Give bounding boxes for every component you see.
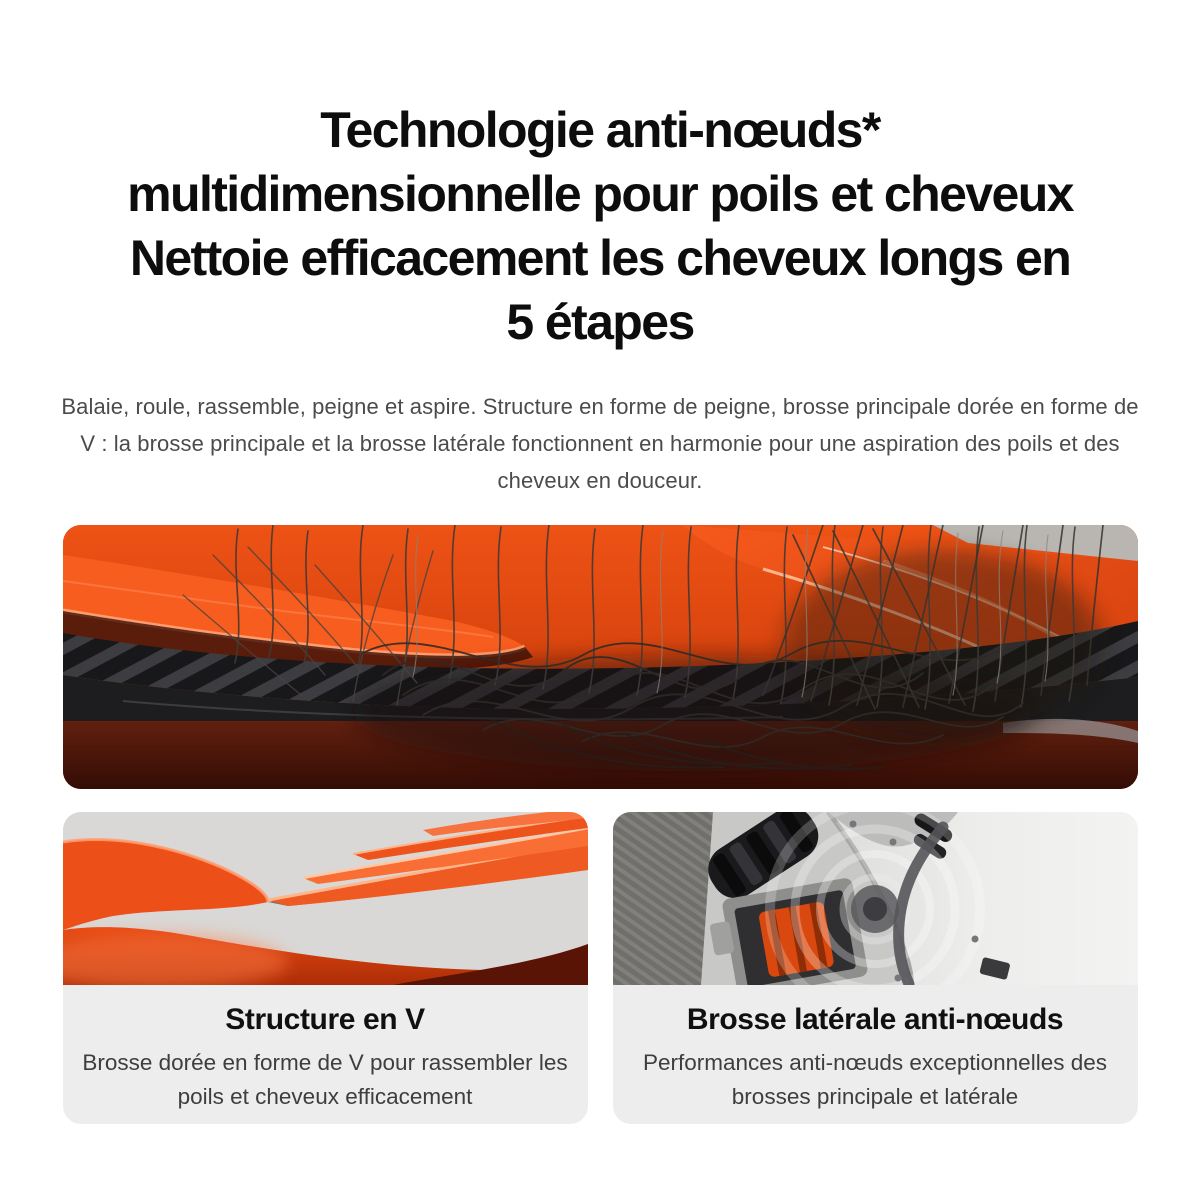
card-v-structure [63, 812, 588, 1124]
card-description: Brosse dorée en forme de V pour rassembler les poils et cheveux efficacement [82, 1050, 568, 1109]
main-title-line: Nettoie efficacement les cheveux longs en [129, 230, 1071, 286]
main-title-line: 5 étapes [506, 294, 694, 350]
v-brush-image [63, 812, 588, 985]
card-text-side-brush [613, 985, 1138, 1124]
card-side-brush [613, 812, 1138, 1124]
main-title-line: Technologie anti-nœuds* [320, 102, 880, 158]
robot-underside-scene [613, 812, 1138, 985]
main-title [0, 0, 1200, 354]
hero-image [63, 525, 1138, 789]
card-description: Performances anti-nœuds exceptionnelles des brosses principale et latérale [643, 1050, 1107, 1109]
subtitle-paragraph: Balaie, roule, rassemble, peigne et aspire. Structure en forme de peigne, brosse principale dorée en forme de V : la brosse principale et la brosse latérale fonctionnent en harmonie pour une aspiration des poils et des cheveux en douceur. [61, 394, 1139, 493]
robot-underside-image [613, 812, 1138, 985]
feature-cards-row [63, 812, 1138, 1124]
hero-brush-scene [63, 525, 1138, 789]
card-text-v-structure [63, 985, 588, 1124]
card-title: Structure en V [225, 1003, 425, 1036]
main-title-line: multidimensionnelle pour poils et cheveux [127, 166, 1073, 222]
card-title: Brosse latérale anti-nœuds [686, 1003, 1064, 1036]
v-blades-scene [63, 812, 588, 985]
